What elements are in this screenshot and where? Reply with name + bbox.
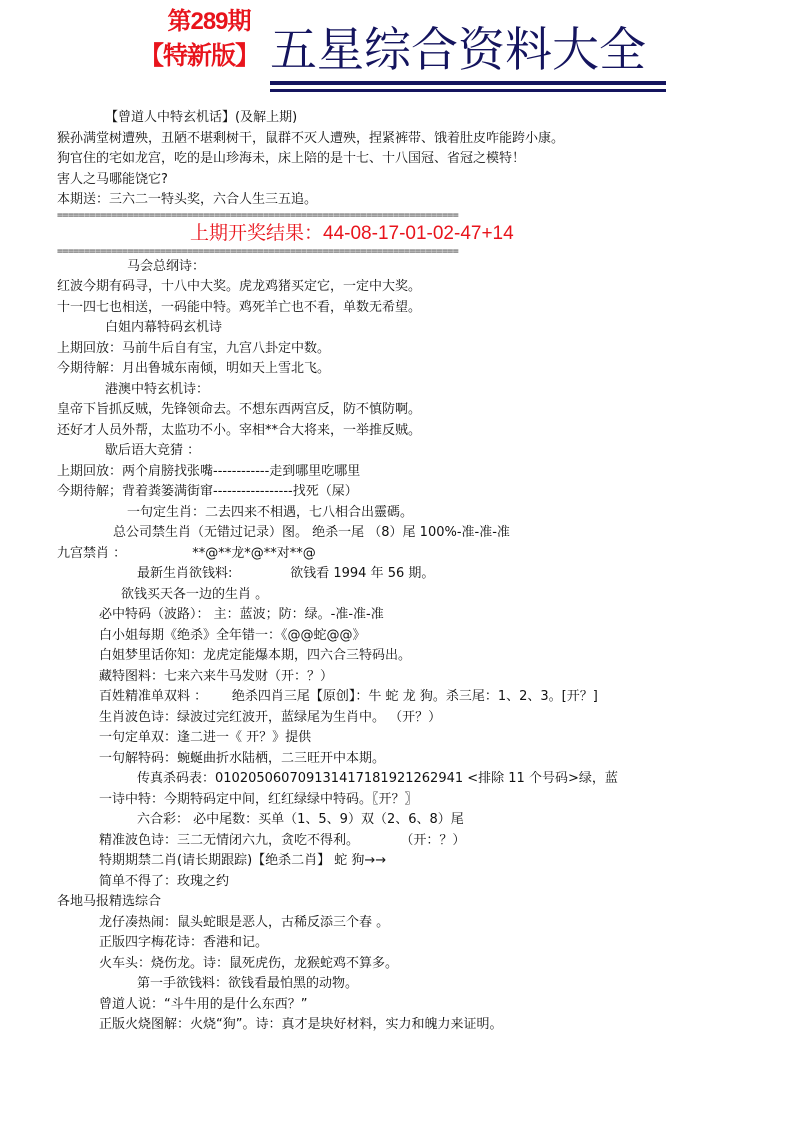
- section-line: 六合彩： 必中尾数：买单（1、5、9）双（2、6、8）尾: [137, 812, 464, 827]
- issue-number: 第289期: [167, 8, 251, 35]
- section-line: 歇后语大竞猜 ：: [105, 443, 201, 458]
- page-title-block: [270, 23, 670, 94]
- last-draw-label: 上期开奖结果：: [190, 222, 324, 244]
- title-underline: [270, 81, 666, 85]
- section-line: 火车头：烧伤龙。诗：鼠死虎伤，龙猴蛇鸡不算多。: [99, 955, 399, 971]
- section-line: 正版四字梅花诗：香港和记。: [99, 935, 269, 950]
- document-body: [57, 108, 757, 1036]
- section-line: 今期待解：月出鲁城东南倾，明如天上雪北飞。: [57, 361, 331, 376]
- section-line: 总公司禁生肖（无错过记录）图。 绝杀一尾 （8）尾 100%-准-准-准: [113, 525, 510, 540]
- section-line: 上期回放：马前牛后自有宝，九宫八卦定中数。: [57, 340, 331, 356]
- section-line: 藏特图料：七来六来牛马发财（开：？）: [99, 668, 334, 684]
- sections-list: [57, 257, 757, 1036]
- section-line: 一句定生肖：二去四来不相遇，七八相合出靈碼。: [127, 504, 414, 520]
- section-line: 一句定单双：逢二进一《 开？》提供: [99, 730, 312, 745]
- section-line: 马会总纲诗：: [127, 258, 206, 274]
- intro-line: 狗官住的宅如龙宫，吃的是山珍海未，床上陪的是十七、十八国冠、省冠之模特！: [57, 151, 526, 166]
- section-line: 皇帝下旨抓反贼，先锋领命去。不想东西两宫反，防不慎防啊。: [57, 402, 422, 417]
- section-line: 白姐梦里话你知：龙虎定能爆本期，四六合三特码出。: [99, 648, 412, 663]
- intro-line: 害人之马哪能饶它?: [57, 171, 168, 187]
- separator-line: ==========================================================================: [57, 246, 459, 257]
- section-line: 港澳中特玄机诗：: [105, 381, 210, 397]
- section-line: 正版火烧图解：火烧“狗”。诗：真才是块好材料，实力和魄力来证明。: [99, 1017, 503, 1032]
- section-line: 九宫禁肖 ： **@**龙*@**对**@: [57, 545, 316, 561]
- intro-heading: 【曾道人中特玄机话】(及解上期): [105, 110, 298, 125]
- section-line: 特期期禁二肖(请长期跟踪)【绝杀二肖】 蛇 狗→→: [99, 853, 387, 868]
- section-line: 一诗中特：今期特码定中间，红红绿绿中特码。〖开？〗: [99, 791, 418, 807]
- title-underline-thin: [270, 89, 666, 92]
- separator-line: ==========================================================================: [57, 210, 459, 221]
- section-line: 必中特码（波路）： 主：蓝波；防：绿。-准-准-准: [99, 607, 384, 622]
- section-line: 各地马报精选综合: [57, 894, 162, 909]
- section-line: 最新生肖欲钱料: 欲钱看 1994 年 56 期。: [137, 566, 435, 581]
- section-line: 十一四七也相送，一码能中特。鸡死羊亡也不看，单数无希望。: [57, 299, 422, 315]
- section-line: 曾道人说：“斗牛用的是什么东西？”: [99, 996, 308, 1012]
- section-line: 白姐内幕特码玄机诗: [105, 320, 223, 335]
- section-line: 第一手欲钱料：欲钱看最怕黑的动物。: [137, 976, 359, 991]
- section-line: 今期待解；背着粪篓满街窜-----------------找死（屎）: [57, 484, 358, 499]
- intro-line: 本期送：三六二一特头奖，六合人生三五追。: [57, 192, 318, 207]
- intro-line: 猴孙满堂树遭殃，丑陋不堪剩树干，鼠群不灭人遭殃，捏紧裤带、饿着肚皮咋能跨小康。: [57, 130, 565, 146]
- section-line: 上期回放：两个肩膀找张嘴------------走到哪里吃哪里: [57, 463, 361, 479]
- section-line: 生肖波色诗：绿波过完红波开，蓝绿尾为生肖中。 （开？）: [99, 709, 442, 725]
- section-line: 传真杀码表：0102050607091314171819212629​41 <排除 11 个号码>绿，蓝: [137, 771, 618, 786]
- section-line: 一句解特码：蜿蜒曲折水陆栖，二三旺开中本期。: [99, 750, 386, 766]
- last-draw-result: [57, 221, 757, 247]
- section-line: 红波今期有码寻，十八中大奖。虎龙鸡猪买定它，一定中大奖。: [57, 279, 422, 294]
- section-line: 欲钱买天各一边的生肖 。: [121, 586, 269, 602]
- section-line: 简单不得了：玫瑰之约: [99, 873, 230, 889]
- section-line: 精准波色诗：三二无情闭六九，贪吃不得利。 （开：？）: [99, 832, 466, 848]
- last-draw-numbers: 44-08-17-01-02-47+14: [323, 222, 514, 244]
- section-line: 白小姐每期《绝杀》全年错一：《@@蛇@@》: [99, 627, 366, 643]
- section-line: 还好才人员外帮，太监功不小。宰相**合大将来，一举推反贼。: [57, 422, 422, 438]
- page-title: 五星综合资料大全: [270, 23, 646, 78]
- section-line: 龙仔凑热闹：鼠头蛇眼是恶人，古稀反添三个春 。: [99, 914, 390, 930]
- section-line: 百姓精准单双料 ： 绝杀四肖三尾【原创】：牛 蛇 龙 狗。杀三尾：1、2、3。[开？]: [99, 689, 598, 704]
- edition-label: 【特新版】: [138, 42, 259, 70]
